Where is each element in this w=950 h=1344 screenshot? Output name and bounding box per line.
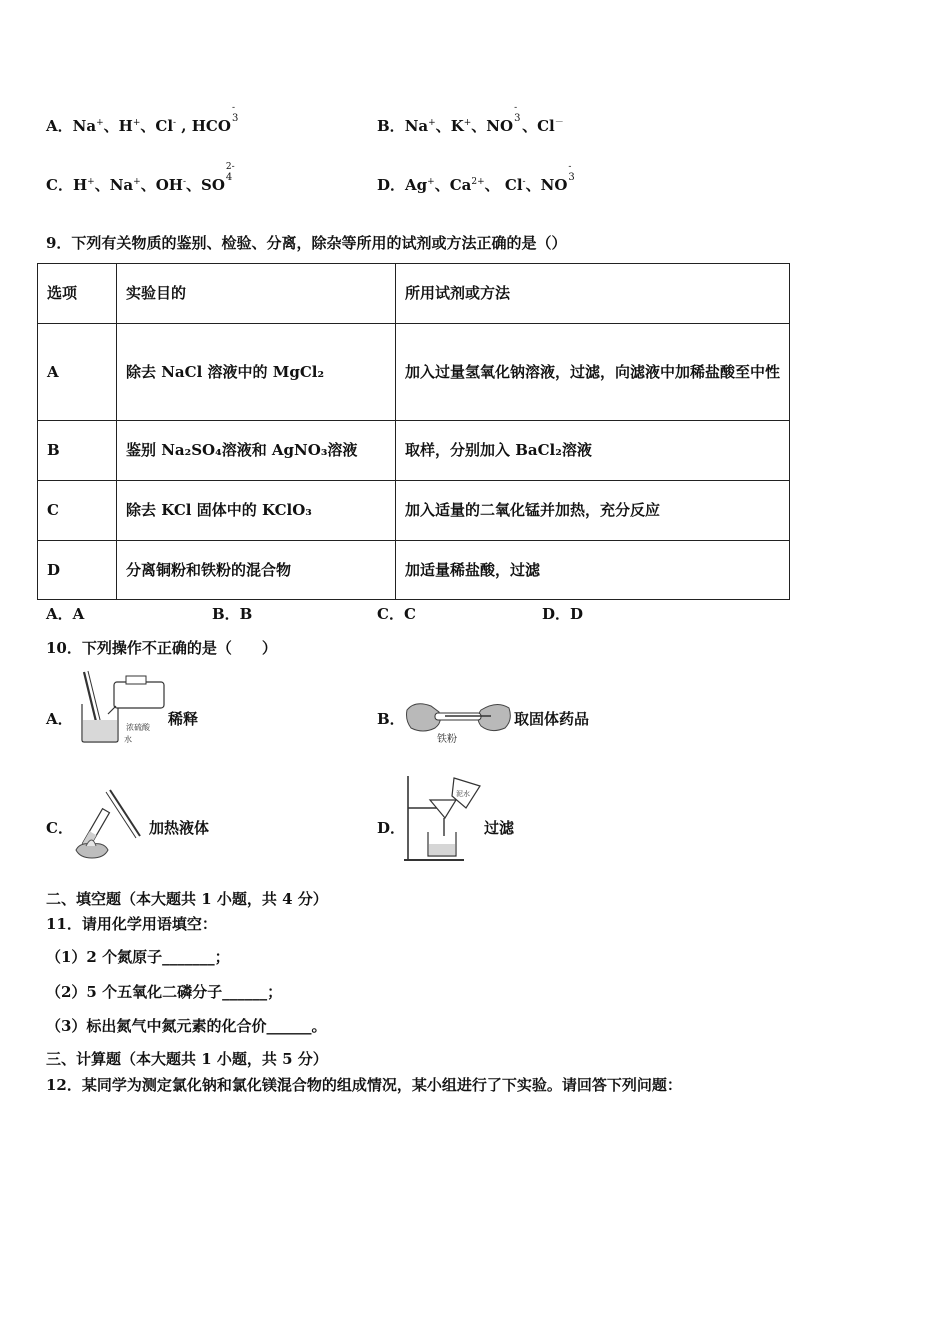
q9-stem: 9．下列有关物质的鉴别、检验、分离，除杂等所用的试剂或方法正确的是（） [46, 234, 567, 252]
q8-option-b [377, 103, 564, 136]
heating-figure [70, 786, 146, 862]
ion-charge: - [182, 177, 186, 187]
ion-symbol: Na [404, 117, 429, 135]
header-option: 选项 [38, 264, 117, 324]
ion-symbol: Cl [155, 117, 174, 135]
ion-charge: － [554, 118, 564, 128]
q10-option-c-letter: C． [46, 819, 73, 837]
ion-separator: 、 [434, 176, 450, 194]
ion-charge: + [133, 177, 141, 187]
row-purpose: 除去 KCl 固体中的 KClO₃ [117, 481, 396, 541]
ion-symbol: Ca [449, 176, 472, 194]
solid-sampling-figure [405, 696, 513, 746]
ion-symbol: Na [109, 176, 134, 194]
ion-stacked-index: 2- 4 [225, 162, 235, 183]
ion-separator: 、 [94, 176, 110, 194]
row-method: 加入适量的二氧化锰并加热，充分反应 [396, 481, 790, 541]
fig-label-mud-water: 泥水 [456, 790, 470, 798]
q8-option-d [377, 162, 576, 195]
ion-symbol: NO [540, 176, 568, 194]
row-method: 加入过量氢氧化钠溶液，过滤，向滤液中加稀盐酸至中性 [396, 324, 790, 421]
fig-label-iron: 铁粉 [437, 734, 457, 745]
ion-charge: + [463, 118, 472, 128]
ion-stacked-index: - 3 [568, 162, 575, 183]
ion-symbol: HCO [191, 117, 231, 135]
q11-item-1: （1）2 个氮原子_______； [46, 948, 230, 966]
table-row [38, 324, 790, 421]
q10-option-a-caption: 稀释 [168, 710, 199, 728]
row-option: B [38, 421, 117, 481]
row-purpose: 分离铜粉和铁粉的混合物 [117, 541, 396, 600]
header-purpose: 实验目的 [117, 264, 396, 324]
ion-symbol: OH [155, 176, 183, 194]
row-option: D [38, 541, 117, 600]
filtration-figure [404, 774, 484, 864]
row-method: 加适量稀盐酸，过滤 [396, 541, 790, 600]
ion-separator: 、 [435, 117, 451, 135]
ion-separator: 、 [471, 117, 487, 135]
header-method: 所用试剂或方法 [396, 264, 790, 324]
q9-answer-c: C．C [377, 605, 416, 623]
dilution-figure [78, 668, 170, 746]
q8-option-c [46, 162, 235, 195]
table-header-row [38, 264, 790, 324]
ion-charge: 2+ [471, 177, 485, 187]
ion-charge: - [173, 118, 177, 128]
q11-item-2: （2）5 个五氧化二磷分子______； [46, 983, 283, 1001]
ion-stacked-index: - 3 [514, 103, 521, 124]
row-method: 取样，分别加入 BaCl₂溶液 [396, 421, 790, 481]
option-letter: D． [377, 176, 406, 194]
ion-symbol: H [72, 176, 88, 194]
q10-option-a-letter: A． [46, 710, 73, 728]
ion-symbol: Ag [405, 176, 428, 194]
ion-separator: 、 [140, 176, 156, 194]
ion-charge: - [522, 177, 526, 187]
option-letter: C． [46, 176, 73, 194]
ion-charge: + [96, 118, 104, 128]
q9-table [37, 263, 790, 600]
ion-separator: , [176, 117, 192, 135]
row-option: A [38, 324, 117, 421]
q10-option-c-caption: 加热液体 [149, 819, 210, 837]
ion-symbol: NO [486, 117, 514, 135]
ion-charge: + [428, 118, 436, 128]
ion-separator: 、 [522, 117, 538, 135]
ion-separator: 、 [525, 176, 541, 194]
q10-option-d-caption: 过滤 [484, 819, 515, 837]
row-purpose: 鉴别 Na₂SO₄溶液和 AgNO₃溶液 [117, 421, 396, 481]
ion-symbol: Cl [504, 176, 523, 194]
option-letter: A． [46, 117, 73, 135]
ion-stacked-index: - 3 [231, 103, 239, 124]
section3-title: 三、计算题（本大题共 1 小题，共 5 分） [46, 1050, 328, 1068]
q9-answer-d: D．D [542, 605, 584, 623]
q9-answer-a: A．A [46, 605, 85, 623]
ion-symbol: K [450, 117, 464, 135]
ion-symbol: Cl [537, 117, 555, 135]
q8-option-a [46, 103, 240, 136]
ion-separator: 、 [484, 176, 505, 194]
ion-symbol: Na [72, 117, 97, 135]
q9-answer-b: B．B [212, 605, 253, 623]
q10-option-b-letter: B． [377, 710, 405, 728]
option-letter: B． [377, 117, 405, 135]
fig-label-water: 水 [124, 735, 132, 744]
q10-option-d-letter: D． [377, 819, 406, 837]
q11-stem: 11．请用化学用语填空： [46, 915, 217, 933]
table-row [38, 481, 790, 541]
ion-separator: 、 [140, 117, 156, 135]
ion-charge: + [87, 177, 95, 187]
table-row [38, 421, 790, 481]
q10-stem: 10．下列操作不正确的是（ ） [46, 639, 277, 657]
ion-separator: 、 [186, 176, 202, 194]
q11-item-3: （3）标出氮气中氮元素的化合价______。 [46, 1017, 327, 1035]
fig-label-acid: 浓硫酸 [126, 723, 150, 732]
ion-charge: + [427, 177, 435, 187]
q10-option-b-caption: 取固体药品 [514, 710, 590, 728]
ion-separator: 、 [103, 117, 119, 135]
table-row [38, 541, 790, 600]
row-option: C [38, 481, 117, 541]
section2-title: 二、填空题（本大题共 1 小题，共 4 分） [46, 890, 328, 908]
q12-stem: 12．某同学为测定氯化钠和氯化镁混合物的组成情况，某小组进行了下实验。请回答下列问题： [46, 1076, 682, 1094]
row-purpose: 除去 NaCl 溶液中的 MgCl₂ [117, 324, 396, 421]
ion-symbol: H [118, 117, 133, 135]
ion-charge: + [132, 118, 141, 128]
ion-symbol: SO [201, 176, 225, 194]
